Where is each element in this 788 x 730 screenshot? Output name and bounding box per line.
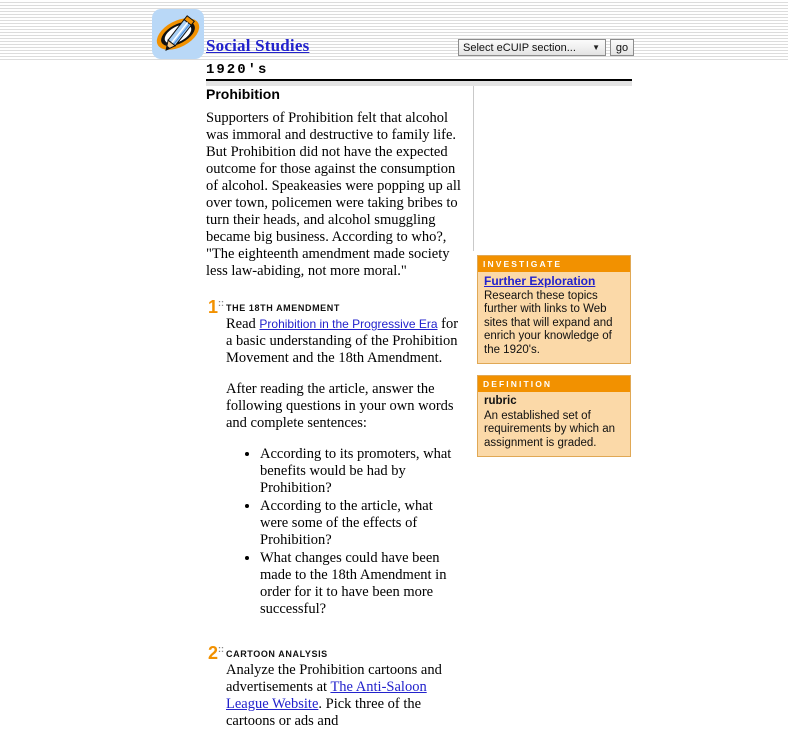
step-2-dots: :: xyxy=(218,644,225,654)
step-1-paragraph-2: After reading the article, answer the following questions in your own words and complete sentences: xyxy=(226,381,454,431)
step-1-dots: :: xyxy=(218,298,225,308)
go-button[interactable]: go xyxy=(610,39,634,56)
prohibition-progressive-era-link[interactable]: Prohibition in the Progressive Era xyxy=(259,317,438,331)
anti-saloon-league-link[interactable]: The Anti-Saloon League Website xyxy=(226,679,427,712)
definition-term: rubric xyxy=(484,395,517,407)
definition-box-body xyxy=(478,392,630,456)
list-item: • What changes could have been made to the 18th Amendment in order for it to have been more successful? xyxy=(260,550,464,618)
definition-box-text: An established set of requirements by which an assignment is graded. xyxy=(484,409,616,449)
intro-paragraph: Supporters of Prohibition felt that alcohol was immoral and destructive to family life. But Prohibition did not have the expected outcome for those against the consumption of alcohol. Speakeasies were popping up all over town, policemen were taking bribes to turn their heads, and alcohol smuggling became big business. According to who?, "The eighteenth amendment made society less law-abiding, not more moral." xyxy=(206,110,461,279)
step-1-question-list xyxy=(226,446,464,618)
page-title: 1920's xyxy=(206,62,269,78)
pencil-logo-icon xyxy=(152,9,204,59)
step-2-paragraph-1 xyxy=(226,662,464,730)
column-divider xyxy=(473,86,474,251)
chevron-down-icon: ▼ xyxy=(592,42,600,52)
step-1-body xyxy=(226,316,464,618)
page-title-row xyxy=(206,62,632,80)
step-2-body xyxy=(226,662,464,730)
step-2 xyxy=(206,644,464,730)
step-1 xyxy=(206,298,464,618)
step-1-label: THE 18TH AMENDMENT xyxy=(226,303,340,313)
list-item: • According to the article, what were some of the effects of Prohibition? xyxy=(260,498,464,549)
ecuip-section-select-value: Select eCUIP section... xyxy=(463,41,576,54)
definition-box xyxy=(477,375,631,457)
definition-box-header: DEFINITION xyxy=(478,376,630,392)
step-2-text-before: Analyze the Prohibition cartoons and advertisements at xyxy=(226,662,442,695)
step-1-text-before: Read xyxy=(226,316,260,332)
step-1-number-value: 1 xyxy=(208,297,219,317)
step-2-number xyxy=(208,640,224,662)
investigate-box-body xyxy=(478,272,630,363)
further-exploration-link[interactable]: Further Exploration xyxy=(484,274,596,288)
step-2-number-value: 2 xyxy=(208,643,219,663)
main-content xyxy=(206,86,464,730)
content-heading: Prohibition xyxy=(206,86,280,102)
list-item: • According to its promoters, what benefits would be had by Prohibition? xyxy=(260,446,464,497)
site-header-band xyxy=(0,0,788,62)
sidebar xyxy=(477,255,631,468)
investigate-box xyxy=(477,255,631,364)
logo-artwork xyxy=(152,9,204,59)
ecuip-section-select[interactable] xyxy=(458,39,606,56)
step-1-number xyxy=(208,294,224,316)
step-1-text-after: for a basic understanding of the Prohibition Movement and the 18th Amendment. xyxy=(226,316,459,366)
investigate-box-header: INVESTIGATE xyxy=(478,256,630,272)
step-2-label: CARTOON ANALYSIS xyxy=(226,649,328,659)
site-title-link[interactable]: Social Studies xyxy=(206,36,310,55)
step-1-paragraph-1 xyxy=(226,316,464,367)
step-2-text-after: . Pick three of the cartoons or ads and xyxy=(226,696,422,729)
section-select-group[interactable] xyxy=(458,39,634,56)
investigate-box-text: Research these topics further with links to Web sites that will expand and enrich your knowledge of the 1920's. xyxy=(484,289,613,356)
